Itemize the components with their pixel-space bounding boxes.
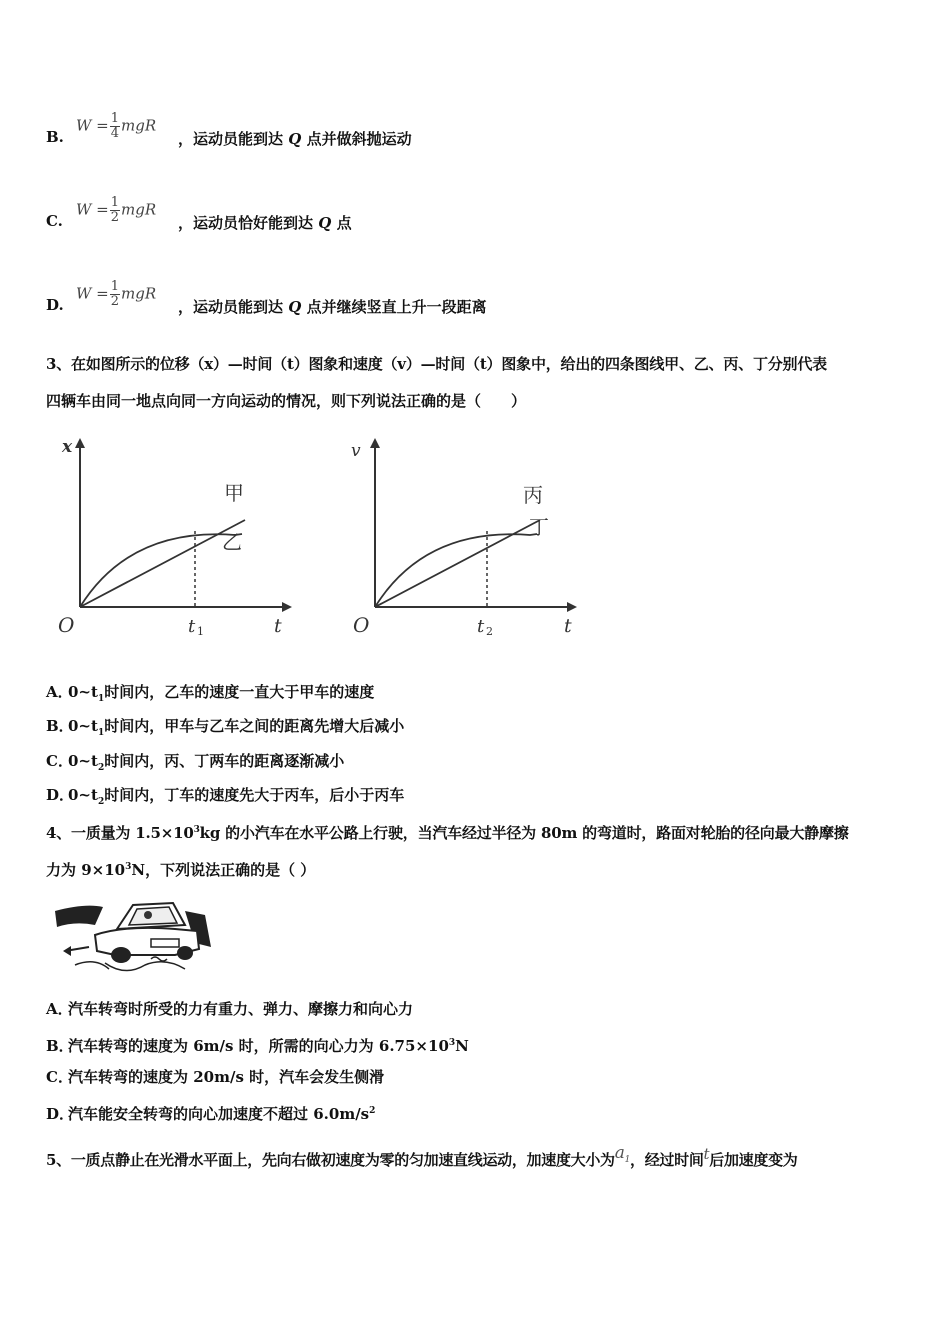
option-text: 汽车转弯的速度为 6m/s 时，所需的向心力为 6.75×10 bbox=[68, 1037, 449, 1055]
q4-stem-line1 bbox=[46, 820, 849, 843]
option-text: 时间内，丁车的速度先大于丙车，后小于丙车 bbox=[104, 786, 405, 804]
q4-text-b: N，下列说法正确的是（ ） bbox=[131, 861, 316, 879]
option-interval: 0~t bbox=[68, 683, 98, 701]
formula-lhs: W = bbox=[76, 284, 109, 303]
option-interval: 0~t bbox=[68, 786, 98, 804]
q5-text-c: 后加速度变为 bbox=[709, 1151, 798, 1169]
option-letter: C． bbox=[46, 1068, 73, 1086]
q2-option-d bbox=[46, 280, 646, 320]
car-on-curve-illustration bbox=[55, 885, 215, 977]
q3-option-d bbox=[46, 785, 404, 812]
tick-subscript: 1 bbox=[197, 625, 204, 638]
tick-label: t bbox=[188, 616, 196, 637]
q2-option-c bbox=[46, 196, 546, 236]
option-letter: A． bbox=[46, 1000, 73, 1018]
fraction-numerator: 1 bbox=[110, 279, 120, 294]
option-letter: B． bbox=[46, 1037, 74, 1055]
option-text: 时间内，乙车的速度一直大于甲车的速度 bbox=[104, 683, 375, 701]
option-text: 时间内，丙、丁两车的距离逐渐减小 bbox=[104, 752, 345, 770]
option-text: 汽车转弯时所受的力有重力、弹力、摩擦力和向心力 bbox=[68, 1000, 414, 1018]
q4-sup: 3 bbox=[193, 825, 200, 835]
option-text-a: ，运动员能到达 bbox=[178, 130, 284, 148]
formula-rhs: mgR bbox=[121, 284, 157, 303]
option-letter: C． bbox=[46, 752, 73, 770]
acceleration-symbol: a bbox=[614, 1143, 625, 1163]
option-text bbox=[178, 212, 352, 233]
q4-text-a: 4、一质量为 1.5×10 bbox=[46, 824, 194, 842]
q4-option-c bbox=[46, 1067, 384, 1087]
option-letter: D． bbox=[46, 786, 75, 804]
point-q: Q bbox=[288, 298, 302, 316]
option-text: 汽车转弯的速度为 20m/s 时，汽车会发生侧滑 bbox=[68, 1068, 385, 1086]
curve-label-yi: 乙 bbox=[222, 530, 242, 554]
option-interval: 0~t bbox=[68, 752, 98, 770]
curve-bing bbox=[375, 520, 540, 607]
option-text: 时间内，甲车与乙车之间的距离先增大后减小 bbox=[104, 717, 405, 735]
fraction-denominator: 2 bbox=[110, 210, 120, 225]
x-axis-label: t bbox=[274, 615, 282, 637]
curve-jia bbox=[80, 520, 245, 607]
formula-w bbox=[76, 280, 156, 309]
option-subscript: 1 bbox=[97, 728, 105, 738]
option-sup: 2 bbox=[369, 1106, 376, 1116]
fraction-denominator: 4 bbox=[110, 126, 120, 141]
formula-w bbox=[76, 112, 156, 141]
curve-label-ding: 丁 bbox=[529, 515, 549, 539]
option-subscript: 2 bbox=[97, 763, 105, 773]
q4-text-b: kg 的小汽车在水平公路上行驶，当汽车经过半径为 80m 的弯道时，路面对轮胎的径向最大静摩擦 bbox=[199, 824, 849, 842]
q4-option-a bbox=[46, 999, 413, 1019]
q5-stem bbox=[46, 1143, 798, 1177]
q3-option-c bbox=[46, 751, 344, 778]
formula-rhs: mgR bbox=[121, 116, 157, 135]
option-text-b: 点 bbox=[336, 214, 352, 232]
q3-option-b bbox=[46, 716, 404, 743]
x-axis-label: t bbox=[564, 615, 572, 637]
curve-label-jia: 甲 bbox=[224, 481, 244, 505]
origin-label: O bbox=[353, 613, 370, 637]
point-q: Q bbox=[318, 214, 332, 232]
formula-rhs: mgR bbox=[121, 200, 157, 219]
option-letter: B. bbox=[46, 128, 64, 146]
q4-option-d bbox=[46, 1101, 375, 1124]
formula-lhs: W = bbox=[76, 116, 109, 135]
option-subscript: 1 bbox=[97, 694, 105, 704]
option-text-b: 点并继续竖直上升一段距离 bbox=[306, 298, 487, 316]
option-text-a: ，运动员恰好能到达 bbox=[178, 214, 314, 232]
option-subscript: 2 bbox=[97, 797, 105, 807]
q4-text-a: 力为 9×10 bbox=[46, 861, 126, 879]
v-t-graph bbox=[335, 432, 595, 642]
curve-yi bbox=[80, 534, 242, 607]
fraction bbox=[110, 196, 120, 225]
q2-option-b bbox=[46, 112, 546, 152]
fraction-numerator: 1 bbox=[110, 195, 120, 210]
q3-stem-line2: 四辆车由同一地点向同一方向运动的情况，则下列说法正确的是（ ） bbox=[46, 392, 527, 410]
origin-label: O bbox=[58, 613, 75, 637]
q5-text-b: ，经过时间 bbox=[630, 1151, 704, 1169]
fraction bbox=[110, 112, 120, 141]
time-symbol: t bbox=[703, 1145, 710, 1163]
fraction-denominator: 2 bbox=[110, 294, 120, 309]
option-text: 汽车能安全转弯的向心加速度不超过 6.0m/s bbox=[68, 1105, 370, 1123]
q4-stem-line2 bbox=[46, 857, 315, 880]
formula-w bbox=[76, 196, 156, 225]
q3-option-a bbox=[46, 682, 374, 709]
option-letter: D． bbox=[46, 1105, 75, 1123]
tick-subscript: 2 bbox=[486, 625, 493, 638]
option-letter: B． bbox=[46, 717, 74, 735]
tick-label: t bbox=[477, 616, 485, 637]
point-q: Q bbox=[288, 130, 302, 148]
curve-label-bing: 丙 bbox=[523, 483, 543, 507]
option-letter: A． bbox=[46, 683, 73, 701]
option-letter: D. bbox=[46, 296, 64, 314]
q5-text-a: 5、一质点静止在光滑水平面上，先向右做初速度为零的匀加速直线运动，加速度大小为 bbox=[46, 1151, 615, 1169]
option-tail: N bbox=[455, 1037, 469, 1055]
q4-sup: 3 bbox=[125, 862, 132, 872]
option-text-b: 点并做斜抛运动 bbox=[306, 130, 412, 148]
acceleration-subscript: 1 bbox=[624, 1155, 631, 1165]
y-axis-label: x bbox=[62, 437, 73, 457]
q4-option-b bbox=[46, 1033, 469, 1056]
y-axis-label: v bbox=[351, 441, 361, 461]
q3-stem-line1: 3、在如图所示的位移（x）—时间（t）图象和速度（v）—时间（t）图象中，给出的四条图线甲、乙、丙、丁分别代表 bbox=[46, 355, 827, 373]
x-t-graph bbox=[40, 432, 300, 642]
option-text bbox=[178, 128, 412, 149]
fraction bbox=[110, 280, 120, 309]
option-interval: 0~t bbox=[68, 717, 98, 735]
fraction-numerator: 1 bbox=[110, 111, 120, 126]
option-sup: 3 bbox=[448, 1038, 456, 1048]
option-letter: C. bbox=[46, 212, 63, 230]
option-text bbox=[178, 296, 487, 317]
option-text-a: ，运动员能到达 bbox=[178, 298, 284, 316]
curve-ding bbox=[375, 534, 537, 607]
formula-lhs: W = bbox=[76, 200, 109, 219]
